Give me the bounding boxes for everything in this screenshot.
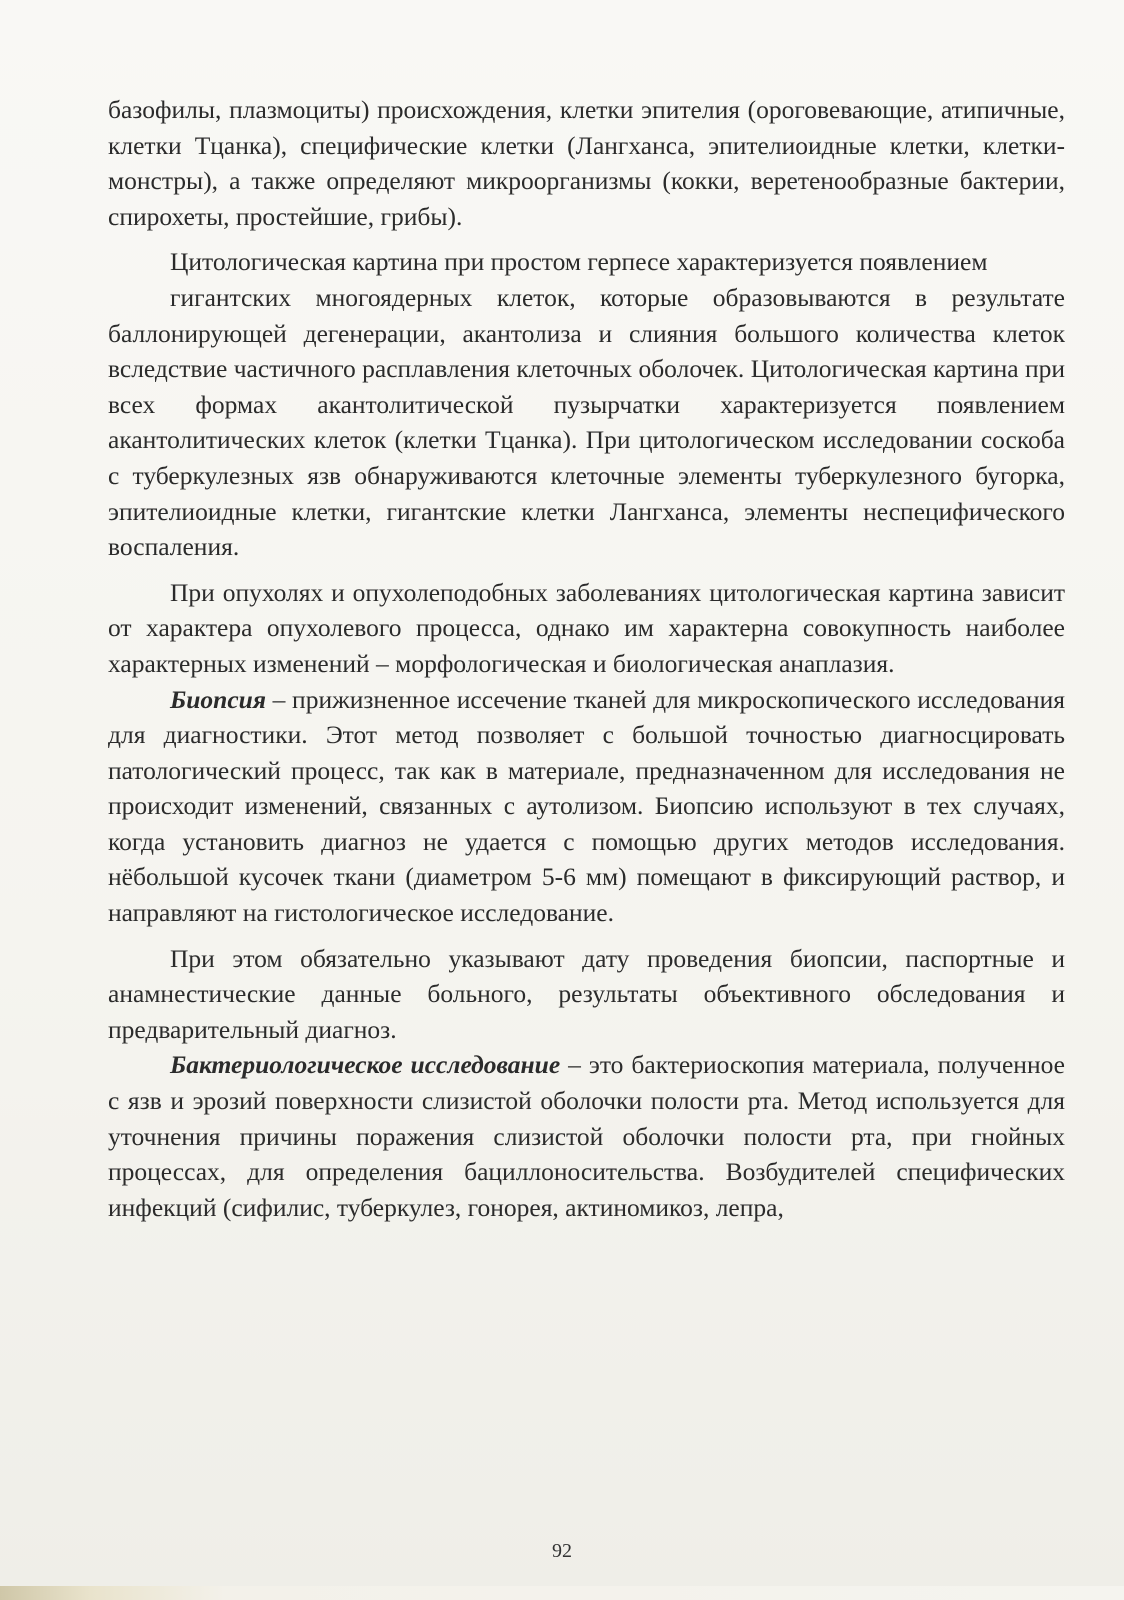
page-bottom-edge xyxy=(0,1586,1124,1600)
paragraph-biopsy-details xyxy=(108,941,1065,1048)
paragraph-text: базофилы, плазмоциты) происхождения, клетки эпителия (ороговевающие, атипичные, клетки Тцанка), специфические клетки (Лангханса, эпителиоидные клетки, клетки-монстры), а также определяют микроорганизмы (кокки, веретенообразные бактерии, спирохеты, простейшие, грибы). xyxy=(108,95,1065,231)
paragraph-text: гигантских многоядерных клеток, которые образовываются в результате баллонирующей дегенерации, акантолиза и слияния большого количества клеток вследствие частичного расплавления клеточных оболочек. Цитологическая картина при всех формах акантолитической пузырчатки характеризуется появлением акантолитических клеток (клетки Тцанка). При цитологическом исследовании соскоба с туберкулезных язв обнаруживаются клеточные элементы туберкулезного бугорка, эпителиоидные клетки, гигантские клетки Лангханса, элементы неспецифического воспаления. xyxy=(108,282,1065,562)
page-text xyxy=(108,92,1065,1225)
paragraph-herpes-cytology xyxy=(108,244,1065,280)
paragraph-text: – это бактериоскопия материала, полученное с язв и эрозий поверхности слизистой оболочки полости рта. Метод используется для уточнения причины поражения слизистой оболочки полости рта, при гнойных процессах, для определения бациллоносительства. Возбудителей специфических инфекций (сифилис, туберкулез, гонорея, актиномикоз, лепра, xyxy=(108,1050,1065,1222)
term-bacteriology: Бактериологическое исследование xyxy=(170,1050,561,1080)
paragraph-text: При опухолях и опухолеподобных заболеваниях цитологическая картина зависит от характера опухолевого процесса, однако им характерна совокупность наиболее характерных изменений – морфологическая и биологическая анаплазия. xyxy=(108,577,1065,678)
paragraph-cytology-cells xyxy=(108,92,1065,234)
paragraph-bacteriology xyxy=(108,1047,1065,1225)
paragraph-biopsy xyxy=(108,682,1065,931)
page-number: 92 xyxy=(552,1540,572,1562)
paragraph-text: – прижизненное иссечение тканей для микроскопического исследования для диагностики. Этот метод позволяет с большой точностью диагносцировать патологический процесс, так как в материале, предназначенном для исследования не происходит изменений, связанных с аутолизом. Биопсию используют в тех случаях, когда установить диагноз не удается с помощью других методов исследования. нёбольшой кусочек ткани (диаметром 5-6 мм) помещают в фиксирующий раствор, и направляют на гистологическое исследование. xyxy=(108,684,1065,928)
paragraph-text: Цитологическая картина при простом герпесе характеризуется появлением xyxy=(170,247,988,277)
paragraph-text: При этом обязательно указывают дату проведения биопсии, паспортные и анамнестические данные больного, результаты объективного обследования и предварительный диагноз. xyxy=(108,943,1065,1044)
paragraph-giant-cells xyxy=(108,280,1065,565)
paragraph-tumors xyxy=(108,575,1065,682)
term-biopsy: Биопсия xyxy=(170,684,266,714)
